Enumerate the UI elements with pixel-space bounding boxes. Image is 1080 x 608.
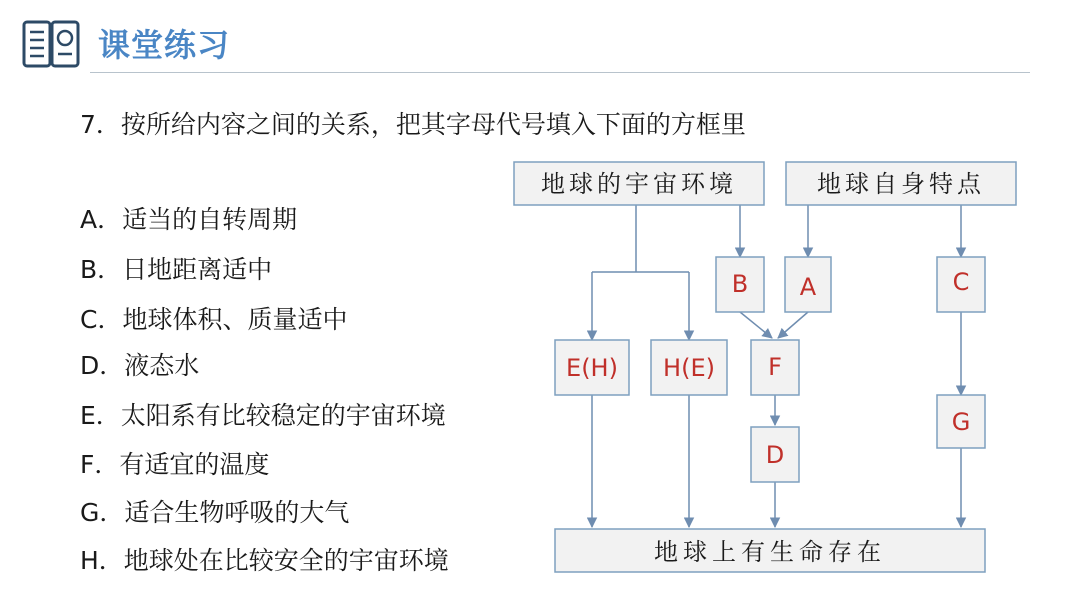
box-c-label: C: [952, 268, 970, 296]
option-c: C．地球体积、质量适中: [80, 305, 348, 334]
page-title: 课堂练习: [98, 26, 231, 64]
box-life-on-earth-label: 地球上有生命存在: [654, 538, 886, 566]
box-h-e: [651, 340, 727, 395]
box-d: [751, 427, 799, 482]
box-cosmic-environment: [514, 162, 764, 205]
box-g-label: G: [951, 408, 971, 436]
box-a-label: A: [799, 273, 817, 301]
option-a: A．适当的自转周期: [80, 205, 298, 234]
box-c: [937, 257, 985, 312]
box-h-e-label: H(E): [663, 354, 715, 382]
box-b-label: B: [731, 270, 749, 298]
box-earth-features: [786, 162, 1016, 205]
box-g: [937, 395, 985, 448]
box-d-label: D: [765, 441, 785, 469]
box-b: [716, 257, 764, 312]
box-f: [751, 340, 799, 395]
box-f-label: F: [768, 353, 782, 381]
option-g: G．适合生物呼吸的大气: [80, 498, 350, 527]
box-e-h-label: E(H): [566, 354, 618, 382]
option-e: E．太阳系有比较稳定的宇宙环境: [80, 401, 446, 430]
option-b: B．日地距离适中: [80, 255, 273, 284]
box-earth-features-label: 地球自身特点: [817, 170, 985, 198]
option-f: F．有适宜的温度: [80, 450, 270, 479]
option-d: D．液态水: [80, 351, 200, 380]
question-text: 7．按所给内容之间的关系，把其字母代号填入下面的方框里: [80, 110, 746, 139]
box-e-h: [555, 340, 629, 395]
box-a: [785, 257, 831, 312]
box-cosmic-environment-label: 地球的宇宙环境: [541, 170, 737, 198]
option-h: H．地球处在比较安全的宇宙环境: [80, 546, 449, 575]
box-life-on-earth: [555, 529, 985, 572]
